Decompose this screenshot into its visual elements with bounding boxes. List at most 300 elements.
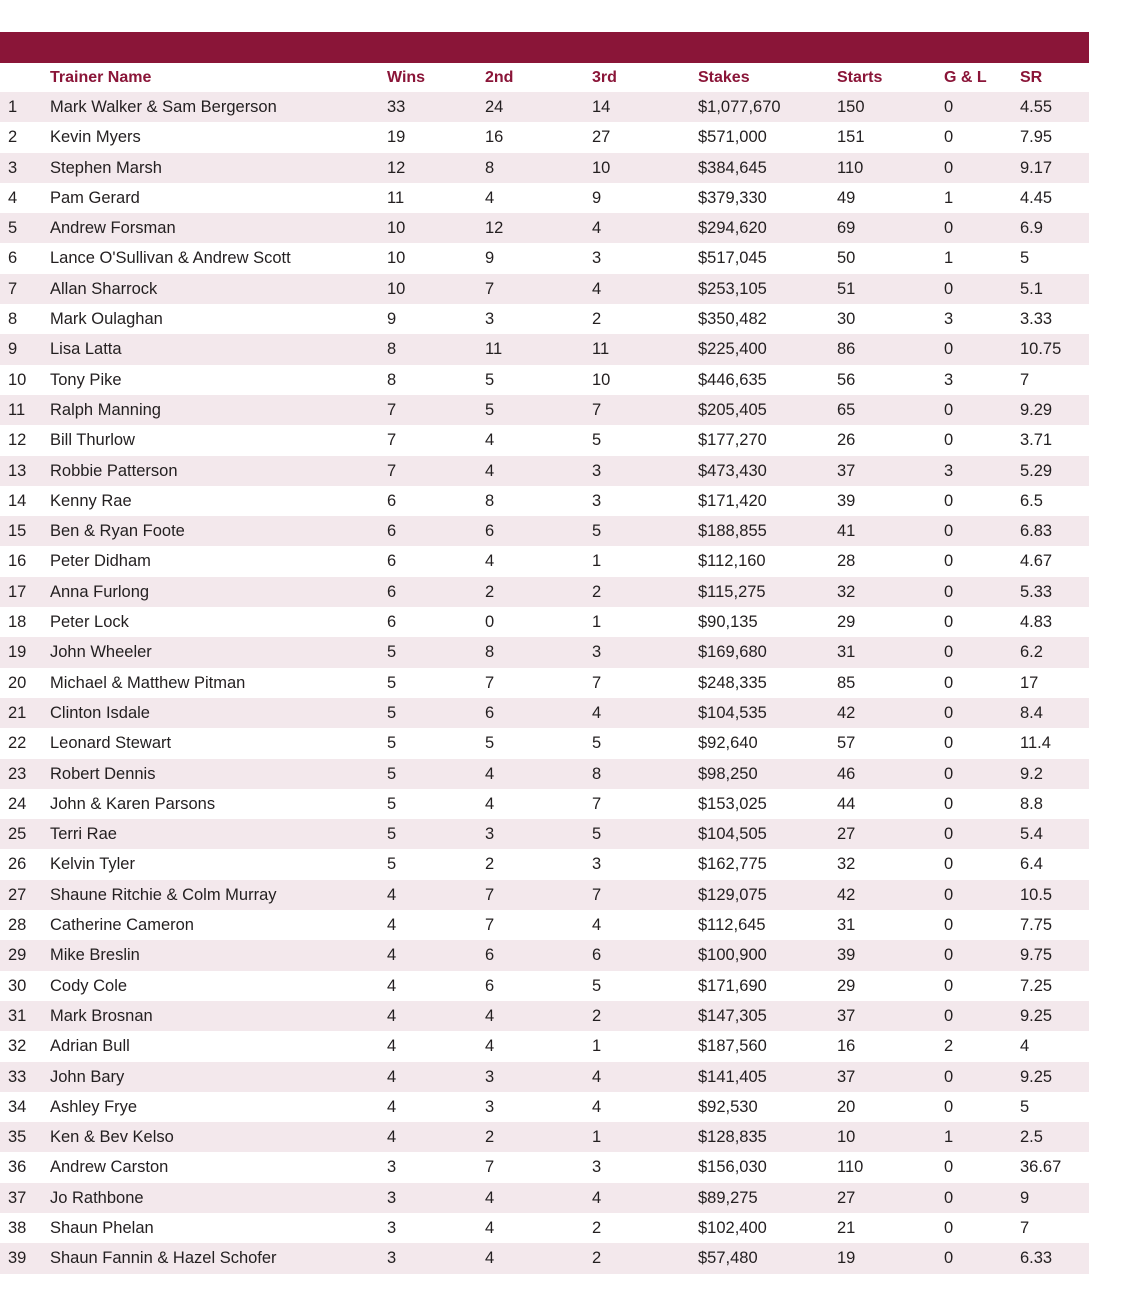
cell-trainer-name: Lance O'Sullivan & Andrew Scott bbox=[50, 249, 291, 268]
cell-strike-rate: 9 bbox=[1020, 1188, 1030, 1207]
cell-third: 27 bbox=[592, 128, 611, 147]
cell-strike-rate: 4.67 bbox=[1020, 552, 1053, 571]
cell-strike-rate: 9.29 bbox=[1020, 400, 1053, 419]
cell-trainer-name: Mark Oulaghan bbox=[50, 310, 163, 329]
cell-strike-rate: 10.5 bbox=[1020, 885, 1053, 904]
cell-trainer-name: Andrew Forsman bbox=[50, 219, 176, 238]
cell-position: 11 bbox=[8, 400, 26, 419]
cell-starts: 44 bbox=[837, 794, 856, 813]
cell-stakes: $188,855 bbox=[698, 522, 767, 541]
cell-third: 4 bbox=[592, 1067, 602, 1086]
cell-wins: 7 bbox=[387, 461, 397, 480]
cell-position: 7 bbox=[8, 279, 18, 298]
cell-g-and-l: 0 bbox=[944, 340, 954, 359]
cell-wins: 4 bbox=[387, 976, 397, 995]
cell-starts: 37 bbox=[837, 1006, 856, 1025]
cell-position: 29 bbox=[8, 946, 27, 965]
table-row bbox=[0, 759, 1089, 789]
table-row bbox=[0, 456, 1089, 486]
cell-second: 9 bbox=[485, 249, 495, 268]
cell-stakes: $89,275 bbox=[698, 1188, 758, 1207]
table-row bbox=[0, 668, 1089, 698]
cell-second: 16 bbox=[485, 128, 504, 147]
cell-starts: 30 bbox=[837, 310, 856, 329]
cell-g-and-l: 0 bbox=[944, 613, 954, 632]
cell-g-and-l: 0 bbox=[944, 491, 954, 510]
cell-trainer-name: John Wheeler bbox=[50, 643, 152, 662]
cell-second: 4 bbox=[485, 1218, 495, 1237]
cell-stakes: $112,160 bbox=[698, 552, 766, 571]
cell-strike-rate: 7.25 bbox=[1020, 976, 1053, 995]
cell-starts: 42 bbox=[837, 703, 856, 722]
cell-position: 16 bbox=[8, 552, 27, 571]
cell-starts: 39 bbox=[837, 946, 856, 965]
table-row bbox=[0, 1213, 1089, 1243]
cell-second: 4 bbox=[485, 552, 495, 571]
cell-wins: 6 bbox=[387, 582, 397, 601]
cell-third: 6 bbox=[592, 946, 602, 965]
trainer-standings-table bbox=[0, 63, 1089, 1274]
cell-second: 7 bbox=[485, 279, 495, 298]
cell-strike-rate: 4.55 bbox=[1020, 98, 1053, 116]
cell-third: 2 bbox=[592, 582, 602, 601]
cell-trainer-name: Terri Rae bbox=[50, 825, 117, 844]
cell-wins: 4 bbox=[387, 1128, 397, 1147]
cell-position: 34 bbox=[8, 1097, 27, 1116]
cell-second: 7 bbox=[485, 885, 495, 904]
cell-wins: 4 bbox=[387, 1006, 397, 1025]
cell-strike-rate: 36.67 bbox=[1020, 1158, 1062, 1177]
cell-trainer-name: Mark Walker & Sam Bergerson bbox=[50, 98, 277, 116]
cell-strike-rate: 11.4 bbox=[1020, 734, 1051, 753]
cell-starts: 110 bbox=[837, 1158, 864, 1177]
table-row bbox=[0, 425, 1089, 455]
cell-stakes: $379,330 bbox=[698, 188, 767, 207]
cell-starts: 28 bbox=[837, 552, 856, 571]
cell-second: 2 bbox=[485, 855, 495, 874]
column-header-strike-rate: SR bbox=[1020, 69, 1043, 86]
table-row bbox=[0, 940, 1089, 970]
cell-strike-rate: 5.4 bbox=[1020, 825, 1043, 844]
cell-stakes: $92,530 bbox=[698, 1097, 758, 1116]
cell-trainer-name: Shaun Fannin & Hazel Schofer bbox=[50, 1249, 277, 1268]
cell-wins: 5 bbox=[387, 764, 397, 783]
cell-position: 9 bbox=[8, 340, 18, 359]
cell-g-and-l: 0 bbox=[944, 1188, 954, 1207]
cell-g-and-l: 0 bbox=[944, 219, 954, 238]
table-row bbox=[0, 1092, 1089, 1122]
cell-second: 4 bbox=[485, 1006, 495, 1025]
cell-position: 35 bbox=[8, 1128, 27, 1147]
cell-g-and-l: 0 bbox=[944, 673, 954, 692]
cell-position: 22 bbox=[8, 734, 27, 753]
cell-third: 14 bbox=[592, 98, 611, 116]
cell-second: 4 bbox=[485, 764, 495, 783]
cell-second: 4 bbox=[485, 1188, 495, 1207]
cell-wins: 9 bbox=[387, 310, 397, 329]
cell-strike-rate: 3.33 bbox=[1020, 310, 1053, 329]
cell-wins: 4 bbox=[387, 946, 397, 965]
cell-g-and-l: 0 bbox=[944, 946, 954, 965]
cell-starts: 29 bbox=[837, 613, 856, 632]
table-row bbox=[0, 698, 1089, 728]
column-header-g-and-l: G & L bbox=[944, 69, 987, 86]
column-header-second: 2nd bbox=[485, 69, 514, 86]
table-row bbox=[0, 122, 1089, 152]
cell-wins: 11 bbox=[387, 188, 405, 207]
cell-trainer-name: Leonard Stewart bbox=[50, 734, 172, 753]
cell-second: 7 bbox=[485, 673, 495, 692]
cell-second: 6 bbox=[485, 976, 495, 995]
cell-g-and-l: 0 bbox=[944, 976, 954, 995]
cell-second: 6 bbox=[485, 522, 495, 541]
cell-strike-rate: 6.4 bbox=[1020, 855, 1043, 874]
cell-second: 11 bbox=[485, 340, 503, 359]
cell-wins: 5 bbox=[387, 794, 397, 813]
cell-wins: 6 bbox=[387, 491, 397, 510]
cell-trainer-name: Adrian Bull bbox=[50, 1037, 130, 1056]
cell-stakes: $147,305 bbox=[698, 1006, 767, 1025]
cell-g-and-l: 0 bbox=[944, 128, 954, 147]
cell-position: 4 bbox=[8, 188, 18, 207]
column-header-wins: Wins bbox=[387, 69, 426, 86]
cell-second: 3 bbox=[485, 310, 495, 329]
cell-trainer-name: Shaun Phelan bbox=[50, 1218, 154, 1237]
cell-stakes: $446,635 bbox=[698, 370, 767, 389]
cell-stakes: $177,270 bbox=[698, 431, 767, 450]
table-row bbox=[0, 819, 1089, 849]
cell-third: 10 bbox=[592, 158, 611, 177]
cell-second: 6 bbox=[485, 946, 495, 965]
cell-third: 4 bbox=[592, 1097, 602, 1116]
cell-position: 20 bbox=[8, 673, 27, 692]
cell-second: 5 bbox=[485, 370, 495, 389]
cell-strike-rate: 4.45 bbox=[1020, 188, 1053, 207]
cell-g-and-l: 2 bbox=[944, 1037, 954, 1056]
cell-position: 30 bbox=[8, 976, 27, 995]
cell-strike-rate: 9.17 bbox=[1020, 158, 1053, 177]
cell-g-and-l: 0 bbox=[944, 1218, 954, 1237]
table-row bbox=[0, 365, 1089, 395]
cell-g-and-l: 1 bbox=[944, 1128, 954, 1147]
cell-strike-rate: 5.1 bbox=[1020, 279, 1043, 298]
cell-stakes: $171,690 bbox=[698, 976, 767, 995]
cell-trainer-name: Ken & Bev Kelso bbox=[50, 1128, 174, 1147]
cell-position: 37 bbox=[8, 1188, 27, 1207]
cell-position: 19 bbox=[8, 643, 27, 662]
cell-wins: 7 bbox=[387, 400, 397, 419]
cell-wins: 6 bbox=[387, 613, 397, 632]
cell-starts: 65 bbox=[837, 400, 856, 419]
cell-g-and-l: 0 bbox=[944, 1249, 954, 1268]
cell-strike-rate: 8.4 bbox=[1020, 703, 1043, 722]
table-row bbox=[0, 486, 1089, 516]
cell-position: 2 bbox=[8, 128, 18, 147]
cell-g-and-l: 0 bbox=[944, 1067, 954, 1086]
table-row bbox=[0, 243, 1089, 273]
cell-starts: 31 bbox=[837, 916, 856, 935]
cell-position: 12 bbox=[8, 431, 27, 450]
table-row bbox=[0, 789, 1089, 819]
cell-trainer-name: John Bary bbox=[50, 1067, 125, 1086]
cell-strike-rate: 3.71 bbox=[1020, 431, 1053, 450]
cell-third: 1 bbox=[592, 552, 602, 571]
cell-starts: 19 bbox=[837, 1249, 856, 1268]
cell-wins: 6 bbox=[387, 552, 397, 571]
cell-second: 4 bbox=[485, 1249, 495, 1268]
cell-third: 11 bbox=[592, 340, 610, 359]
cell-stakes: $104,505 bbox=[698, 825, 767, 844]
table-row bbox=[0, 213, 1089, 243]
cell-strike-rate: 7.95 bbox=[1020, 128, 1053, 147]
cell-strike-rate: 17 bbox=[1020, 673, 1039, 692]
cell-starts: 41 bbox=[837, 522, 856, 541]
cell-position: 3 bbox=[8, 158, 18, 177]
cell-stakes: $205,405 bbox=[698, 400, 767, 419]
cell-trainer-name: Ben & Ryan Foote bbox=[50, 522, 185, 541]
cell-second: 3 bbox=[485, 825, 495, 844]
cell-wins: 8 bbox=[387, 340, 397, 359]
cell-second: 4 bbox=[485, 188, 495, 207]
cell-wins: 4 bbox=[387, 1037, 397, 1056]
table-row bbox=[0, 395, 1089, 425]
cell-wins: 5 bbox=[387, 703, 397, 722]
table-row bbox=[0, 1031, 1089, 1061]
cell-second: 2 bbox=[485, 1128, 495, 1147]
cell-position: 28 bbox=[8, 916, 27, 935]
cell-stakes: $169,680 bbox=[698, 643, 767, 662]
table-row bbox=[0, 1122, 1089, 1152]
cell-third: 3 bbox=[592, 855, 602, 874]
cell-third: 3 bbox=[592, 461, 602, 480]
cell-stakes: $517,045 bbox=[698, 249, 767, 268]
cell-strike-rate: 7 bbox=[1020, 1218, 1030, 1237]
cell-g-and-l: 0 bbox=[944, 643, 954, 662]
cell-third: 2 bbox=[592, 310, 602, 329]
cell-third: 1 bbox=[592, 1128, 602, 1147]
cell-g-and-l: 0 bbox=[944, 885, 954, 904]
cell-stakes: $350,482 bbox=[698, 310, 767, 329]
cell-position: 17 bbox=[8, 582, 27, 601]
cell-position: 15 bbox=[8, 522, 27, 541]
cell-strike-rate: 8.8 bbox=[1020, 794, 1043, 813]
cell-trainer-name: Catherine Cameron bbox=[50, 916, 194, 935]
cell-trainer-name: Mike Breslin bbox=[50, 946, 140, 965]
cell-position: 32 bbox=[8, 1037, 27, 1056]
cell-starts: 29 bbox=[837, 976, 856, 995]
cell-stakes: $153,025 bbox=[698, 794, 767, 813]
cell-position: 33 bbox=[8, 1067, 27, 1086]
cell-wins: 10 bbox=[387, 249, 406, 268]
cell-starts: 49 bbox=[837, 188, 856, 207]
cell-wins: 4 bbox=[387, 916, 397, 935]
cell-stakes: $253,105 bbox=[698, 279, 767, 298]
cell-second: 7 bbox=[485, 1158, 495, 1177]
cell-stakes: $100,900 bbox=[698, 946, 767, 965]
cell-g-and-l: 0 bbox=[944, 431, 954, 450]
cell-third: 5 bbox=[592, 522, 602, 541]
table-row bbox=[0, 880, 1089, 910]
cell-g-and-l: 3 bbox=[944, 370, 954, 389]
cell-trainer-name: Pam Gerard bbox=[50, 188, 140, 207]
cell-starts: 32 bbox=[837, 582, 856, 601]
table-row bbox=[0, 637, 1089, 667]
cell-strike-rate: 5.33 bbox=[1020, 582, 1053, 601]
cell-stakes: $141,405 bbox=[698, 1067, 767, 1086]
cell-strike-rate: 6.33 bbox=[1020, 1249, 1053, 1268]
cell-starts: 26 bbox=[837, 431, 856, 450]
cell-position: 5 bbox=[8, 219, 18, 238]
cell-trainer-name: Michael & Matthew Pitman bbox=[50, 673, 246, 692]
cell-wins: 12 bbox=[387, 158, 406, 177]
cell-wins: 8 bbox=[387, 370, 397, 389]
cell-wins: 3 bbox=[387, 1249, 397, 1268]
cell-third: 2 bbox=[592, 1006, 602, 1025]
cell-third: 9 bbox=[592, 188, 602, 207]
cell-starts: 27 bbox=[837, 1188, 856, 1207]
cell-wins: 5 bbox=[387, 825, 397, 844]
cell-second: 7 bbox=[485, 916, 495, 935]
cell-third: 1 bbox=[592, 613, 602, 632]
cell-third: 4 bbox=[592, 916, 602, 935]
cell-starts: 21 bbox=[837, 1218, 856, 1237]
cell-starts: 20 bbox=[837, 1097, 856, 1116]
cell-second: 0 bbox=[485, 613, 495, 632]
table-row bbox=[0, 153, 1089, 183]
cell-stakes: $384,645 bbox=[698, 158, 767, 177]
cell-second: 8 bbox=[485, 643, 495, 662]
cell-trainer-name: Peter Lock bbox=[50, 613, 129, 632]
cell-third: 5 bbox=[592, 431, 602, 450]
cell-position: 25 bbox=[8, 825, 27, 844]
cell-stakes: $225,400 bbox=[698, 340, 767, 359]
cell-third: 7 bbox=[592, 673, 602, 692]
cell-trainer-name: John & Karen Parsons bbox=[50, 794, 216, 813]
table-row bbox=[0, 304, 1089, 334]
cell-trainer-name: Kelvin Tyler bbox=[50, 855, 135, 874]
cell-wins: 10 bbox=[387, 279, 406, 298]
cell-position: 6 bbox=[8, 249, 18, 268]
cell-strike-rate: 9.75 bbox=[1020, 946, 1053, 965]
cell-wins: 5 bbox=[387, 643, 397, 662]
cell-g-and-l: 3 bbox=[944, 461, 954, 480]
cell-wins: 3 bbox=[387, 1218, 397, 1237]
cell-stakes: $128,835 bbox=[698, 1128, 767, 1147]
table-row bbox=[0, 274, 1089, 304]
table-row bbox=[0, 1183, 1089, 1213]
cell-stakes: $90,135 bbox=[698, 613, 758, 632]
cell-trainer-name: Tony Pike bbox=[50, 370, 122, 389]
cell-starts: 85 bbox=[837, 673, 856, 692]
cell-strike-rate: 6.5 bbox=[1020, 491, 1043, 510]
cell-g-and-l: 0 bbox=[944, 916, 954, 935]
cell-position: 39 bbox=[8, 1249, 27, 1268]
cell-second: 4 bbox=[485, 431, 495, 450]
cell-trainer-name: Bill Thurlow bbox=[50, 431, 135, 450]
cell-g-and-l: 0 bbox=[944, 1006, 954, 1025]
cell-position: 10 bbox=[8, 370, 27, 389]
cell-position: 14 bbox=[8, 491, 27, 510]
table-row bbox=[0, 1152, 1089, 1182]
cell-g-and-l: 0 bbox=[944, 855, 954, 874]
cell-wins: 6 bbox=[387, 522, 397, 541]
cell-second: 2 bbox=[485, 582, 495, 601]
cell-strike-rate: 2.5 bbox=[1020, 1128, 1043, 1147]
cell-position: 18 bbox=[8, 613, 27, 632]
cell-stakes: $112,645 bbox=[698, 916, 766, 935]
cell-g-and-l: 0 bbox=[944, 1158, 954, 1177]
cell-trainer-name: Mark Brosnan bbox=[50, 1006, 153, 1025]
column-header-trainer-name: Trainer Name bbox=[50, 69, 152, 86]
cell-strike-rate: 7 bbox=[1020, 370, 1030, 389]
cell-trainer-name: Shaune Ritchie & Colm Murray bbox=[50, 885, 277, 904]
cell-strike-rate: 6.9 bbox=[1020, 219, 1043, 238]
cell-trainer-name: Stephen Marsh bbox=[50, 158, 162, 177]
cell-starts: 150 bbox=[837, 98, 865, 116]
cell-g-and-l: 0 bbox=[944, 98, 954, 116]
cell-position: 31 bbox=[8, 1006, 27, 1025]
cell-starts: 16 bbox=[837, 1037, 856, 1056]
cell-g-and-l: 0 bbox=[944, 552, 954, 571]
cell-third: 7 bbox=[592, 400, 602, 419]
cell-third: 10 bbox=[592, 370, 611, 389]
table-row bbox=[0, 1062, 1089, 1092]
cell-wins: 7 bbox=[387, 431, 397, 450]
cell-second: 4 bbox=[485, 461, 495, 480]
cell-starts: 57 bbox=[837, 734, 856, 753]
cell-position: 21 bbox=[8, 703, 27, 722]
cell-third: 3 bbox=[592, 643, 602, 662]
cell-second: 6 bbox=[485, 703, 495, 722]
cell-starts: 46 bbox=[837, 764, 856, 783]
table-row bbox=[0, 92, 1089, 122]
column-header-starts: Starts bbox=[837, 69, 883, 86]
cell-strike-rate: 9.2 bbox=[1020, 764, 1043, 783]
cell-starts: 31 bbox=[837, 643, 856, 662]
cell-g-and-l: 0 bbox=[944, 279, 954, 298]
cell-starts: 32 bbox=[837, 855, 856, 874]
cell-g-and-l: 0 bbox=[944, 794, 954, 813]
cell-starts: 39 bbox=[837, 491, 856, 510]
table-row bbox=[0, 516, 1089, 546]
cell-starts: 69 bbox=[837, 219, 856, 238]
column-header-third: 3rd bbox=[592, 69, 617, 86]
cell-third: 8 bbox=[592, 764, 602, 783]
cell-stakes: $248,335 bbox=[698, 673, 767, 692]
cell-position: 24 bbox=[8, 794, 27, 813]
cell-third: 1 bbox=[592, 1037, 602, 1056]
table-row bbox=[0, 728, 1089, 758]
cell-second: 4 bbox=[485, 794, 495, 813]
cell-starts: 56 bbox=[837, 370, 856, 389]
cell-wins: 5 bbox=[387, 734, 397, 753]
cell-stakes: $115,275 bbox=[698, 582, 766, 601]
cell-third: 5 bbox=[592, 976, 602, 995]
cell-stakes: $171,420 bbox=[698, 491, 767, 510]
cell-second: 4 bbox=[485, 1037, 495, 1056]
cell-g-and-l: 3 bbox=[944, 310, 954, 329]
cell-third: 5 bbox=[592, 825, 602, 844]
column-header-stakes: Stakes bbox=[698, 69, 750, 86]
cell-g-and-l: 0 bbox=[944, 1097, 954, 1116]
table-row bbox=[0, 334, 1089, 364]
cell-wins: 10 bbox=[387, 219, 406, 238]
cell-second: 3 bbox=[485, 1097, 495, 1116]
cell-trainer-name: Kevin Myers bbox=[50, 128, 141, 147]
cell-wins: 5 bbox=[387, 855, 397, 874]
cell-stakes: $92,640 bbox=[698, 734, 758, 753]
cell-third: 5 bbox=[592, 734, 602, 753]
